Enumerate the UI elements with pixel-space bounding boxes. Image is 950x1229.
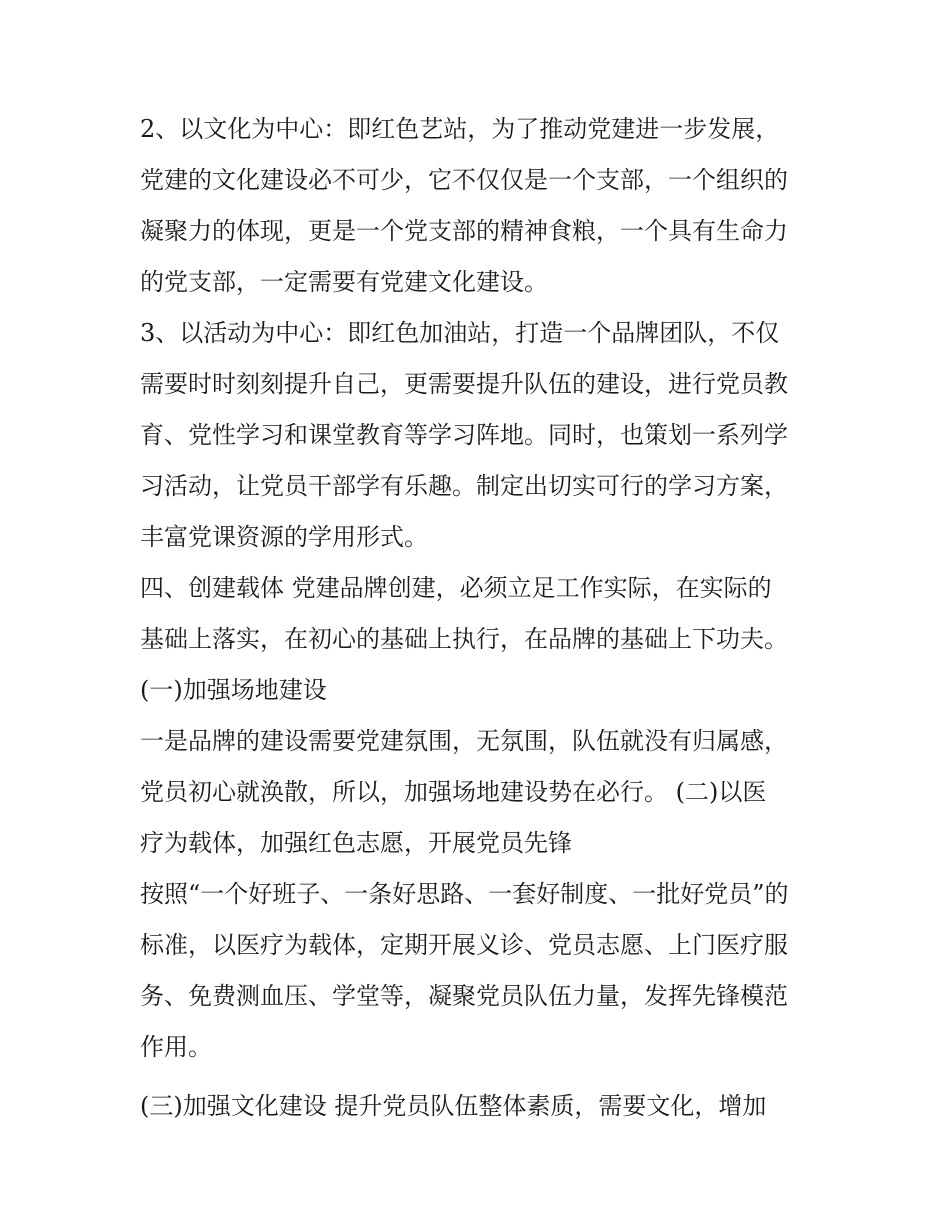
text-line: 作用。 (140, 1033, 212, 1061)
text-line: 标准，以医疗为载体，定期开展义诊、党员志愿、上门医疗服 (140, 931, 788, 959)
text-line: 按照“一个好班子、一条好思路、一套好制度、一批好党员”的 (140, 880, 789, 908)
text-line: 基础上落实，在初心的基础上执行，在品牌的基础上下功夫。 (140, 625, 788, 653)
text-line: 的党支部，一定需要有党建文化建设。 (140, 268, 548, 296)
text-line: 育、党性学习和课堂教育等学习阵地。同时，也策划一系列学 (140, 421, 788, 449)
text-line: 凝聚力的体现，更是一个党支部的精神食粮，一个具有生命力 (140, 217, 788, 245)
text-line: 党建的文化建设必不可少，它不仅仅是一个支部，一个组织的 (140, 166, 788, 194)
document-body (140, 104, 820, 1132)
text-line: 需要时时刻刻提升自己，更需要提升队伍的建设，进行党员教 (140, 370, 788, 398)
text-line: 疗为载体，加强红色志愿，开展党员先锋 (140, 829, 572, 857)
text-line: 务、免费测血压、学堂等，凝聚党员队伍力量，发挥先锋模范 (140, 982, 788, 1010)
text-line: 一是品牌的建设需要党建氛围，无氛围，队伍就没有归属感， (140, 727, 788, 755)
text-line: 3、以活动为中心：即红色加油站，打造一个品牌团队，不仅 (140, 319, 780, 347)
section-heading: (一)加强场地建设 (140, 676, 327, 704)
paragraph-gap (140, 1073, 820, 1081)
text-line: 四、创建载体 党建品牌创建，必须立足工作实际，在实际的 (140, 574, 772, 602)
text-line: 丰富党课资源的学用形式。 (140, 523, 428, 551)
section-heading: (三)加强文化建设 提升党员队伍整体素质，需要文化，增加 (140, 1092, 767, 1120)
text-line: 党员初心就涣散，所以，加强场地建设势在必行。 (二)以医 (140, 778, 767, 806)
text-line: 习活动，让党员干部学有乐趣。制定出切实可行的学习方案， (140, 472, 788, 500)
text-line: 2、以文化为中心：即红色艺站，为了推动党建进一步发展， (140, 115, 780, 143)
